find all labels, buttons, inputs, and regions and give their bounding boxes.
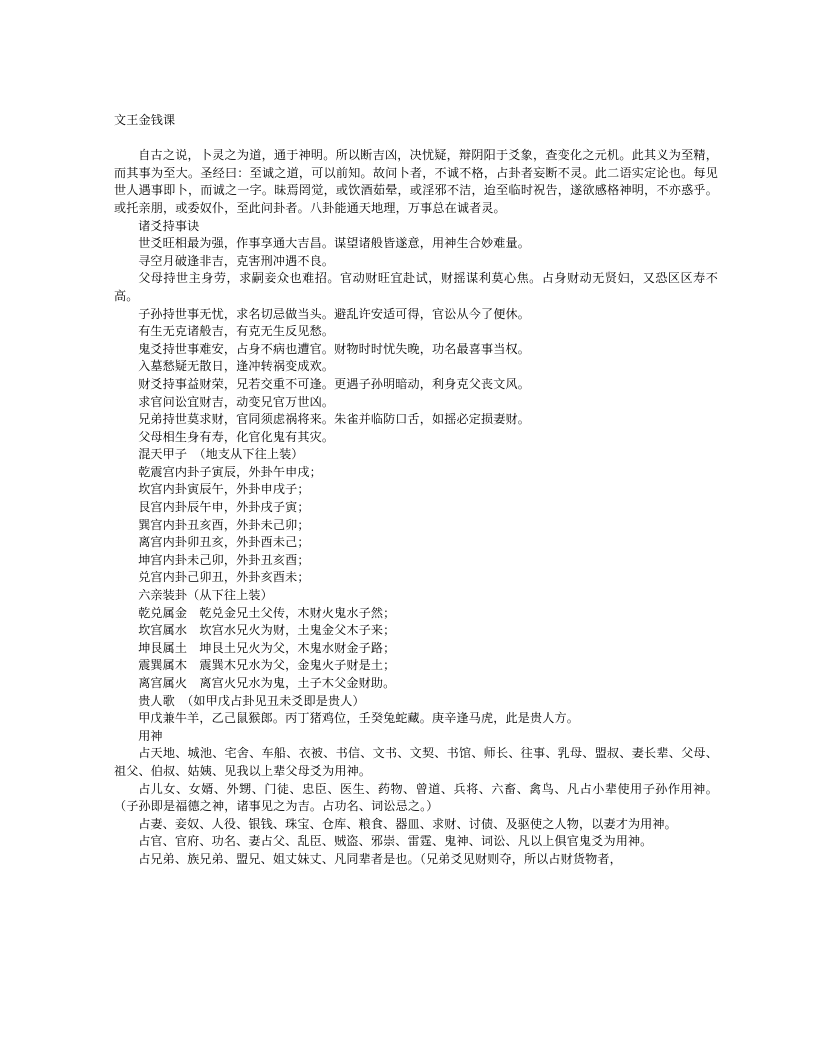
verse-qiuguan-wensong: 求官问讼宜财吉，动变兄官万世凶。 <box>138 394 335 409</box>
jiazi-qianzhen-gong: 乾震宫内卦子寅辰，外卦午申戌； <box>138 464 322 479</box>
paragraph-preface: 自古之说，卜灵之为道，通于神明。所以断吉凶，决忧疑，辩阴阳于爻象，查变化之元机。此其义为至精，而其事为至大。圣经曰：至诚之道，可以前知。故问卜者，不诚不格，占卦者妄断不灵。此二语实定论也。每见世人遇事即卜，而诚之一字。昧焉罔觉，或饮酒茹晕，或淫邪不洁，迨至临时祝告，遂欲感格神明，不亦惑乎。或托亲朋，或委奴仆，至此问卦者。八卦能通天地理，万事总在诚者灵。 <box>114 148 718 215</box>
page-title: 文王金钱课 <box>114 113 176 127</box>
yongshen-guangui: 占官、官府、功名、妻占父、乱臣、贼盗、邪崇、雷霆、鬼神、词讼、凡以上俱官鬼爻为用神。 <box>138 834 653 849</box>
liuqin-qiandui-jin: 乾兑属金 乾兑金兄土父传，木财火鬼水子然； <box>138 605 396 620</box>
yongshen-zisun: 占儿女、女婿、外甥、门徒、忠臣、医生、药物、曾道、兵将、六畜、禽鸟、凡占小辈使用子孙作用神。（子孙即是福德之神，诸事见之为吉。占功名、词讼忌之。） <box>114 781 718 814</box>
verse-xiongdi-chishi: 兄弟持世莫求财，官同须虑祸将来。朱雀并临防口舌，如摇必定损妻财。 <box>138 412 530 427</box>
verse-zisun-chishi: 子孙持世事无忧，求名切忌做当头。避乱许安适可得，官讼从今了便休。 <box>138 306 530 321</box>
heading-yongshen: 用神 <box>138 728 163 743</box>
heading-guiren-ge: 贵人歌 （如甲戊占卦见丑未爻即是贵人） <box>138 693 365 708</box>
verse-fumu-xiangsheng: 父母相生身有寿，化官化鬼有其灾。 <box>138 429 335 444</box>
verse-xunkong-yuepo: 寻空月破逢非吉，克害刑冲遇不良。 <box>138 253 335 268</box>
verse-caiyao-chishi: 财爻持事益财荣，兄若交重不可逢。更遇子孙明暗动，利身克父丧文风。 <box>138 376 530 391</box>
verse-shiyao-wangxiang: 世爻旺相最为强，作事享通大吉昌。谋望诸般皆遂意，用神生合妙难量。 <box>138 236 530 251</box>
liuqin-kan-shui: 坎宫属水 坎宫水兄火为财，土鬼金父木子来； <box>138 623 396 638</box>
liuqin-zhenxun-mu: 震巽属木 震巽木兄水为父，金鬼火子财是土； <box>138 658 396 673</box>
jiazi-kun-gong: 坤宫内卦未己卯，外卦丑亥酉； <box>138 552 310 567</box>
document-body <box>114 112 718 869</box>
verse-guiyao-chishi: 鬼爻持世事难安，占身不病也遭官。财物时时忧失晚，功名最喜事当权。 <box>138 341 530 356</box>
jiazi-kan-gong: 坎宫内卦寅辰午，外卦申戌子； <box>138 482 310 497</box>
liuqin-li-huo: 离宫属火 离宫火兄水为鬼，土子木父金财助。 <box>138 676 396 690</box>
yongshen-xiongdi: 占兄弟、族兄弟、盟兄、姐丈妹丈、凡同辈者是也。（兄弟爻见财则夺，所以占财货物者， <box>138 851 622 866</box>
spacer-line <box>114 130 718 148</box>
yongshen-fumu: 占天地、城池、宅舍、车船、衣被、书信、文书、文契、书馆、师长、往事、乳母、盟叔、妻长辈、父母、祖父、伯叔、姑姨、见我以上辈父母爻为用神。 <box>114 746 718 778</box>
liuqin-kungen-tu: 坤艮属土 坤艮土兄火为父，木鬼水财金子路； <box>138 640 396 655</box>
jiazi-xun-gong: 巽宫内卦丑亥酉，外卦未己卯； <box>138 517 310 532</box>
verse-rumu-chouyi: 入墓愁疑无散日，逢冲转祸变成欢。 <box>138 359 335 374</box>
heading-zhuyao-chishi-jue: 诸爻持事诀 <box>138 218 200 233</box>
verse-fumu-chishi: 父母持世主身劳，求嗣妾众也难招。官动财旺宜赴试，财摇谋利莫心焦。占身财动无贤妇，又恐区区寿不高。 <box>114 271 718 303</box>
yongshen-qicai: 占妻、妾奴、人役、银钱、珠宝、仓库、粮食、器皿、求财、讨债、及驱使之人物，以妻才为用神。 <box>138 816 677 831</box>
heading-huntian-jiazi: 混天甲子 （地支从下往上装） <box>138 447 304 462</box>
heading-liuqin-zhuanggua: 六亲装卦（从下往上装） <box>138 588 273 603</box>
verse-yousheng-wuke: 有生无克诸般吉，有克无生反见愁。 <box>138 324 335 339</box>
jiazi-li-gong: 离宫内卦卯丑亥，外卦酉未己； <box>138 535 310 550</box>
jiazi-dui-gong: 兑宫内卦己卯丑，外卦亥酉未； <box>138 570 310 585</box>
verse-guiren-ge: 甲戊兼牛羊，乙己鼠猴郎。丙丁猪鸡位，壬癸兔蛇藏。庚辛逢马虎，此是贵人方。 <box>138 711 579 726</box>
jiazi-gen-gong: 艮宫内卦辰午申，外卦戌子寅； <box>138 500 310 515</box>
